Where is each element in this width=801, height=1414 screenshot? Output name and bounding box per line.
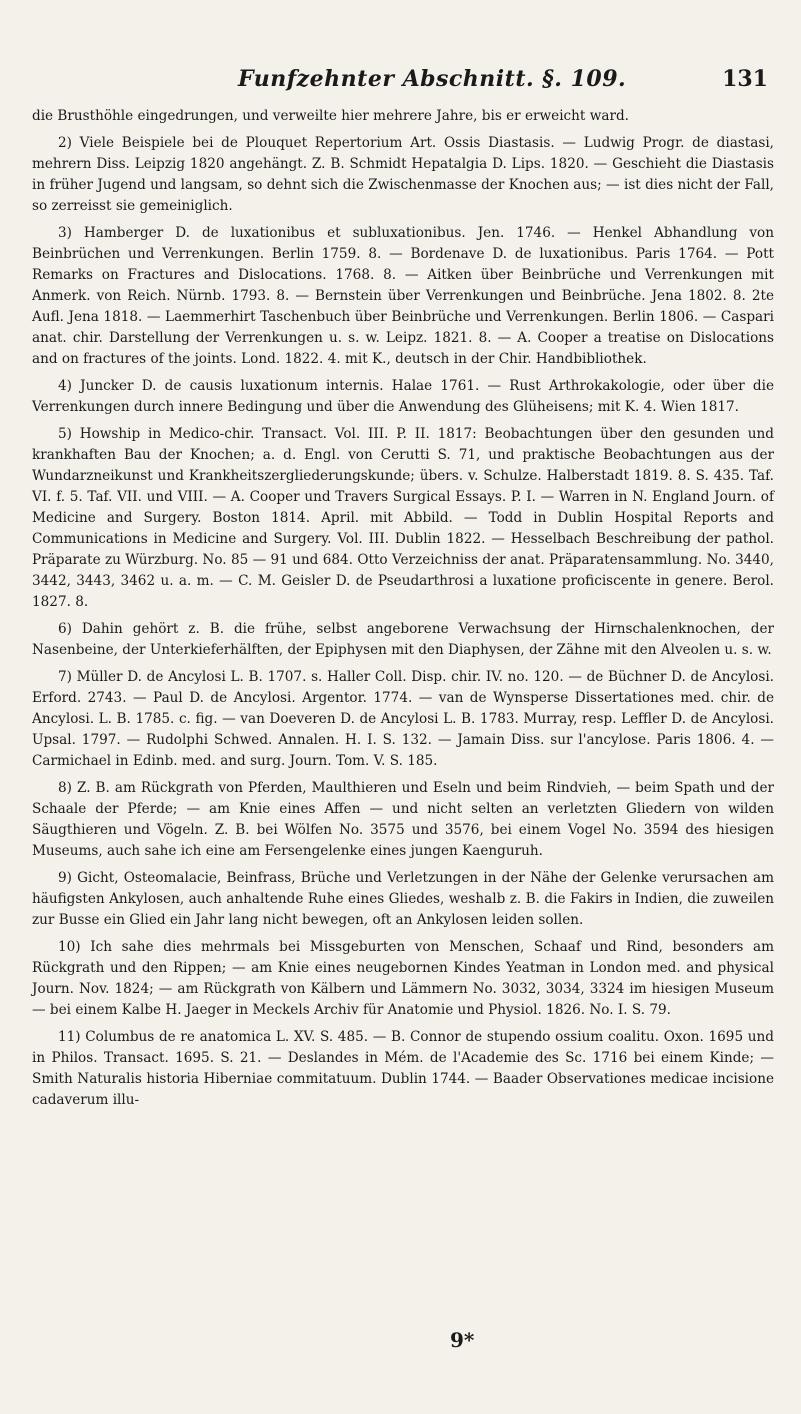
footnote-11: 11) Columbus de re anatomica L. XV. S. 485. — B. Connor de stupendo ossium coalitu. Oxon. 1695 und in Philos. Transact. 1695. S. 21. — Deslandes in Mém. de l'Academie des Sc. 1716 bei einem Kinde; — Smith Naturalis historia Hiberniae commitatuum. Dublin 1744. — Baader Observationes medicae incisione cadaverum illu-	[32, 1029, 774, 1108]
page-number: 131	[722, 66, 768, 92]
footnote-5: 5) Howship in Medico-chir. Transact. Vol. III. P. II. 1817: Beobachtungen über den gesunden und krankhaften Bau der Knochen; a. d. Engl. von Cerutti S. 71, und praktische Beobachtungen aus der Wundarzneikunst und Krankheitszergliederungskunde; übers. v. Schulze. Halberstadt 1819. 8. S. 435. Taf. VI. f. 5. Taf. VII. und VIII. — A. Cooper und Travers Surgical Essays. P. I. — Warren in N. England Journ. of Medicine and Surgery. Boston 1814. April. mit Abbild. — Todd in Dublin Hospital Reports and Communications in Medicine and Surgery. Vol. III. Dublin 1822. — Hesselbach Beschreibung der pathol. Präparate zu Würzburg. No. 85 — 91 und 684. Otto Verzeichniss der anat. Präparatensammlung. No. 3440, 3442, 3443, 3462 u. a. m. — C. M. Geisler D. de Pseudarthrosi a luxatione proficiscente in genere. Berol. 1827. 8.	[32, 426, 774, 610]
running-title: Funfzehnter Abschnitt. §. 109.	[238, 66, 627, 92]
body-text	[32, 106, 774, 1111]
footnote-6: 6) Dahin gehört z. B. die frühe, selbst angeborene Verwachsung der Hirnschalenknochen, der Nasenbeine, der Unterkieferhälften, der Epiphysen mit den Diaphysen, der Zähne mit den Alveolen u. s. w.	[32, 621, 774, 658]
book-page	[32, 66, 774, 1117]
footnote-8: 8) Z. B. am Rückgrath von Pferden, Maulthieren und Eseln und beim Rindvieh, — beim Spath und der Schaale der Pferde; — am Knie eines Affen — und nicht selten an verletzten Gliedern von wilden Säugthieren und Vögeln. Z. B. bei Wölfen No. 3575 und 3576, bei einem Vogel No. 3594 des hiesigen Museums, auch sahe ich eine am Fersengelenke eines jungen Kaenguruh.	[32, 780, 774, 859]
page-header	[32, 66, 774, 100]
paragraph-continuation: die Brusthöhle eingedrungen, und verweilte hier mehrere Jahre, bis er erweicht ward.	[32, 108, 629, 124]
footnote-4: 4) Juncker D. de causis luxationum internis. Halae 1761. — Rust Arthrokakologie, oder über die Verrenkungen durch innere Bedingung und über die Anwendung des Glüheisens; mit K. 4. Wien 1817.	[32, 378, 774, 415]
signature-mark: 9*	[450, 1328, 475, 1352]
footnote-9: 9) Gicht, Osteomalacie, Beinfrass, Brüche und Verletzungen in der Nähe der Gelenke verursachen am häufigsten Ankylosen, auch anhaltende Ruhe eines Gliedes, weshalb z. B. die Fakirs in Indien, die zuweilen zur Busse ein Glied ein Jahr lang nicht bewegen, oft an Ankylosen leiden sollen.	[32, 870, 774, 928]
footnote-3: 3) Hamberger D. de luxationibus et subluxationibus. Jen. 1746. — Henkel Abhandlung von Beinbrüchen und Verrenkungen. Berlin 1759. 8. — Bordenave D. de luxationibus. Paris 1764. — Pott Remarks on Fractures and Dislocations. 1768. 8. — Aitken über Beinbrüche und Verrenkungen mit Anmerk. von Reich. Nürnb. 1793. 8. — Bernstein über Verrenkungen und Beinbrüche. Jena 1802. 8. 2te Aufl. Jena 1818. — Laemmerhirt Taschenbuch über Beinbrüche und Verrenkungen. Berlin 1806. — Caspari anat. chir. Darstellung der Verrenkungen u. s. w. Leipz. 1821. 8. — A. Cooper a treatise on Dislocations and on fractures of the joints. Lond. 1822. 4. mit K., deutsch in der Chir. Handbibliothek.	[32, 225, 774, 367]
footnote-7: 7) Müller D. de Ancylosi L. B. 1707. s. Haller Coll. Disp. chir. IV. no. 120. — de Büchner D. de Ancylosi. Erford. 2743. — Paul D. de Ancylosi. Argentor. 1774. — van de Wynsperse Dissertationes med. chir. de Ancylosi. L. B. 1785. c. fig. — van Doeveren D. de Ancylosi L. B. 1783. Murray, resp. Leffler D. de Ancylosi. Upsal. 1797. — Rudolphi Schwed. Annalen. H. I. S. 132. — Jamain Diss. sur l'ancylose. Paris 1806. 4. — Carmichael in Edinb. med. and surg. Journ. Tom. V. S. 185.	[32, 669, 774, 769]
footnote-2: 2) Viele Beispiele bei de Plouquet Repertorium Art. Ossis Diastasis. — Ludwig Progr. de diastasi, mehrern Diss. Leipzig 1820 angehängt. Z. B. Schmidt Hepatalgia D. Lips. 1820. — Geschieht die Diastasis in früher Jugend und langsam, so dehnt sich die Zwischenmasse der Knochen aus; — ist dies nicht der Fall, so zerreisst sie gemeiniglich.	[32, 135, 774, 214]
footnote-10: 10) Ich sahe dies mehrmals bei Missgeburten von Menschen, Schaaf und Rind, besonders am Rückgrath und den Rippen; — am Knie eines neugebornen Kindes Yeatman in London med. and physical Journ. Nov. 1824; — am Rückgrath von Kälbern und Lämmern No. 3032, 3034, 3324 im hiesigen Museum — bei einem Kalbe H. Jaeger in Meckels Archiv für Anatomie und Physiol. 1826. No. I. S. 79.	[32, 939, 774, 1018]
